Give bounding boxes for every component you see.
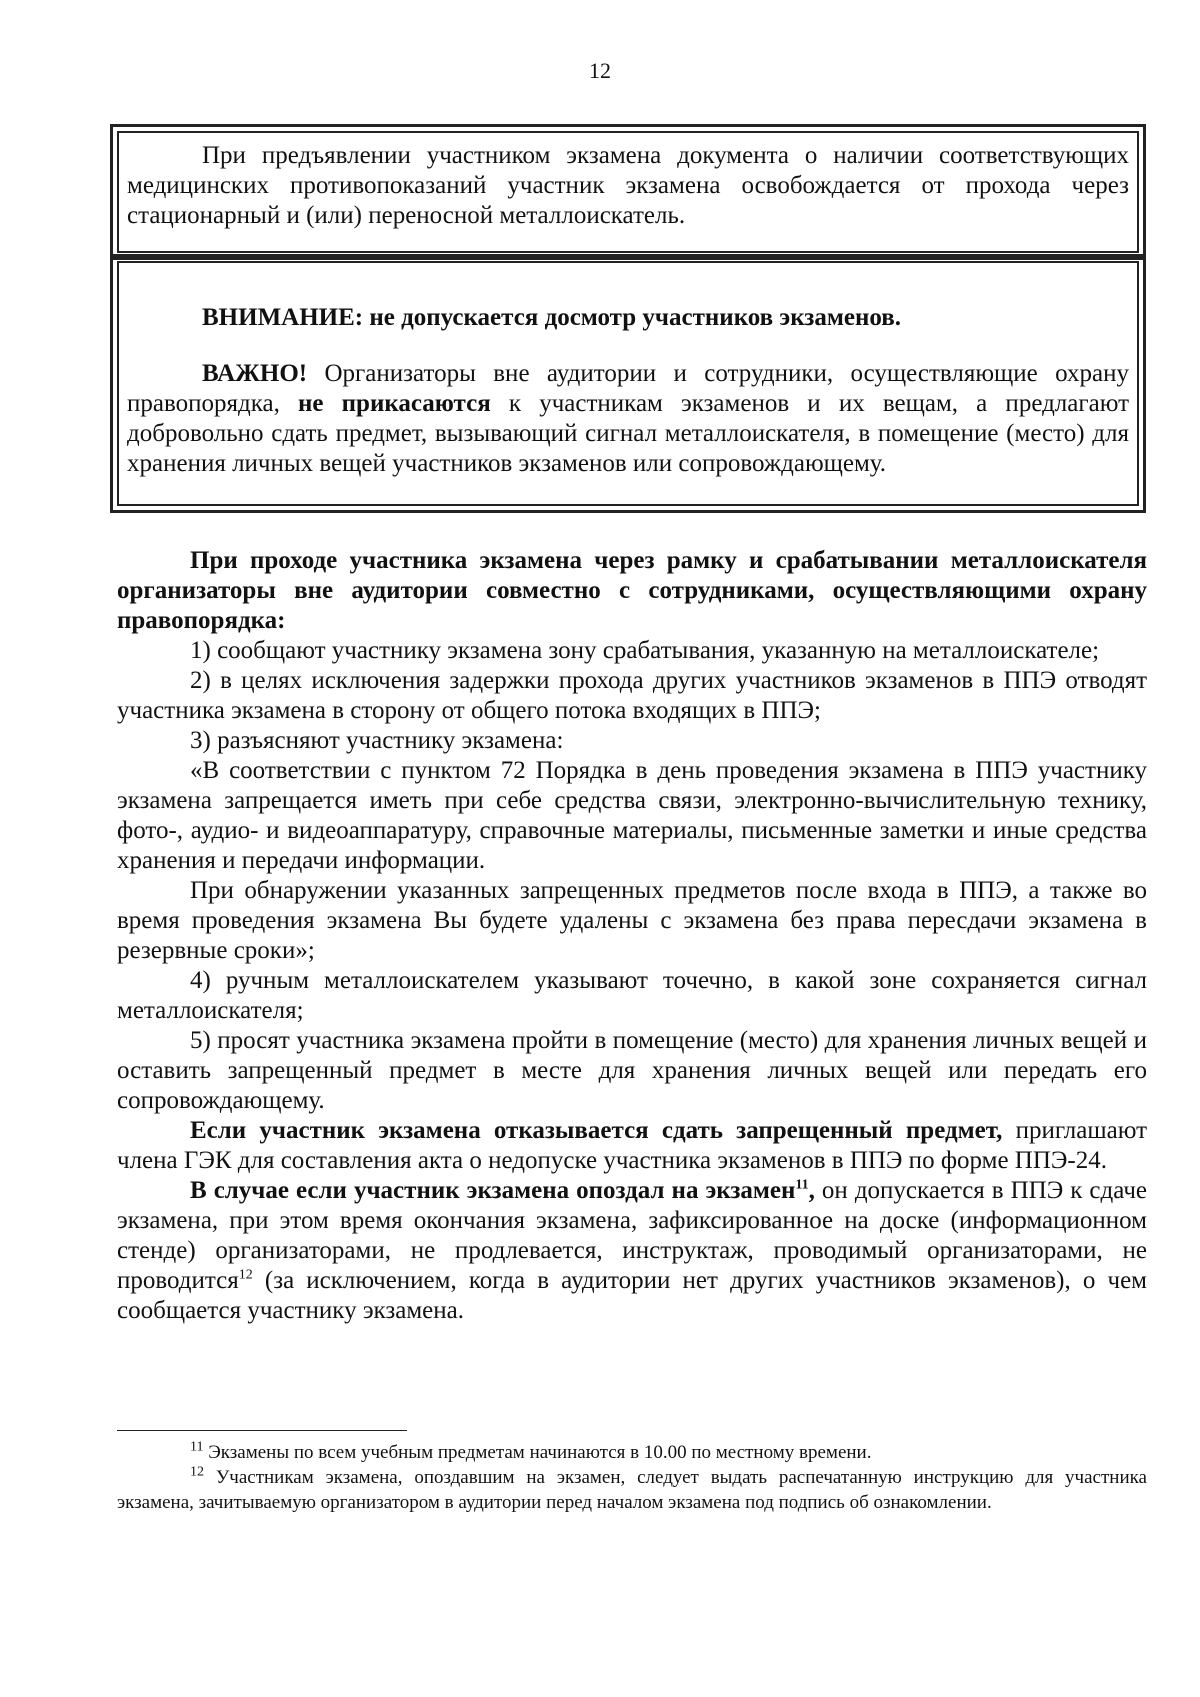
footnote-11-text: Экзамены по всем учебным предметам начинаются в 10.00 по местному времени. xyxy=(203,1442,872,1463)
important-paragraph xyxy=(119,333,1137,479)
important-text-part2: к участникам экзаменов и их вещам, а предлагают добровольно сдать предмет, вызывающий сигнал металлоискателя, в помещение (место) для хранения личных вещей участников экзаменов или сопровождающему. xyxy=(127,390,1129,477)
footnote-12 xyxy=(117,1465,1147,1515)
footnote-11 xyxy=(117,1440,1147,1465)
list-item-4: 4) ручным металлоискателем указывают точечно, в какой зоне сохраняется сигнал металлоискателя; xyxy=(117,967,1147,1024)
late-arrival-paragraph xyxy=(117,1176,1147,1326)
list-item-2: 2) в целях исключения задержки прохода других участников экзаменов в ППЭ отводят участника экзамена в сторону от общего потока входящих в ППЭ; xyxy=(117,667,1147,724)
footnote-ref-11: 11 xyxy=(795,1177,809,1193)
footnote-separator xyxy=(117,1430,407,1431)
quote-paragraph-1: «В соответствии с пунктом 72 Порядка в день проведения экзамена в ППЭ участнику экзамена запрещается иметь при себе средства связи, электронно-вычислительную технику, фото-, аудио- и видеоаппаратуру, справочные материалы, письменные заметки и иные средства хранения и передачи информации. xyxy=(117,757,1147,874)
refusal-paragraph xyxy=(117,1116,1147,1176)
page-number: 12 xyxy=(589,58,611,83)
list-item-3: 3) разъясняют участнику экзамена: xyxy=(190,727,564,754)
footnote-11-mark: 11 xyxy=(190,1439,204,1455)
important-bold-phrase: не прикасаются xyxy=(297,390,491,417)
refusal-text: приглашают члена ГЭК для составления акта о недопуске участника экзаменов в ППЭ по форме ППЭ-24. xyxy=(117,1117,1147,1174)
attention-text: не допускается досмотр участников экзаменов. xyxy=(363,304,901,331)
notice-box-attention xyxy=(110,254,1146,513)
medical-exemption-sentence: При предъявлении участником экзамена документа о наличии соответствующих медицинских противопоказаний участник экзамена освобождается от прохода через стационарный и (или) переносной металлоискатель. xyxy=(127,142,1129,229)
important-label: ВАЖНО! xyxy=(202,360,308,387)
notice-box-medical xyxy=(110,124,1146,260)
list-item-1: 1) сообщают участнику экзамена зону срабатывания, указанную на металлоискателе; xyxy=(190,637,1100,664)
late-bold: В случае если участник экзамена опоздал на экзамен xyxy=(190,1177,796,1204)
list-item-5: 5) просят участника экзамена пройти в помещение (место) для хранения личных вещей и оставить запрещенный предмет в месте для хранения личных вещей или передать его сопровождающему. xyxy=(117,1027,1147,1114)
late-text-part2: (за исключением, когда в аудитории нет других участников экзаменов), о чем сообщается участнику экзамена. xyxy=(117,1267,1147,1324)
late-text-part1: он допускается в ППЭ к сдаче экзамена, при этом время окончания экзамена, зафиксированное на доске (информационном стенде) организаторами, не продлевается, инструктаж, проводимый организаторами, не проводится xyxy=(117,1177,1147,1294)
footnote-ref-12: 12 xyxy=(238,1267,253,1283)
quote-paragraph-2: При обнаружении указанных запрещенных предметов после входа в ППЭ, а также во время проведения экзамена Вы будете удалены с экзамена без права пересдачи экзамена в резервные сроки»; xyxy=(117,877,1147,964)
important-text-part1: Организаторы вне аудитории и сотрудники, осуществляющие охрану правопорядка, xyxy=(127,360,1129,417)
late-comma: , xyxy=(808,1177,815,1204)
notice-box-inner xyxy=(117,261,1139,506)
footnote-12-mark: 12 xyxy=(190,1464,204,1480)
attention-label: ВНИМАНИЕ: xyxy=(202,304,364,331)
intro-paragraph xyxy=(117,546,1147,636)
refusal-bold: Если участник экзамена отказывается сдать запрещенный предмет, xyxy=(190,1117,1003,1144)
notice-box-inner xyxy=(117,131,1139,253)
intro-bold-text: При проходе участника экзамена через рамку и срабатывании металлоискателя организаторы вне аудитории совместно с сотрудниками, осуществляющими охрану правопорядка: xyxy=(117,547,1147,634)
main-text xyxy=(117,546,1147,1326)
footnotes xyxy=(117,1440,1147,1515)
medical-exemption-text xyxy=(119,133,1137,231)
footnote-12-text: Участникам экзамена, опоздавшим на экзамен, следует выдать распечатанную инструкцию для участника экзамена, зачитываемую организатором в аудитории перед началом экзамена под подпись об ознакомлении. xyxy=(117,1467,1147,1513)
attention-paragraph xyxy=(119,263,1137,333)
